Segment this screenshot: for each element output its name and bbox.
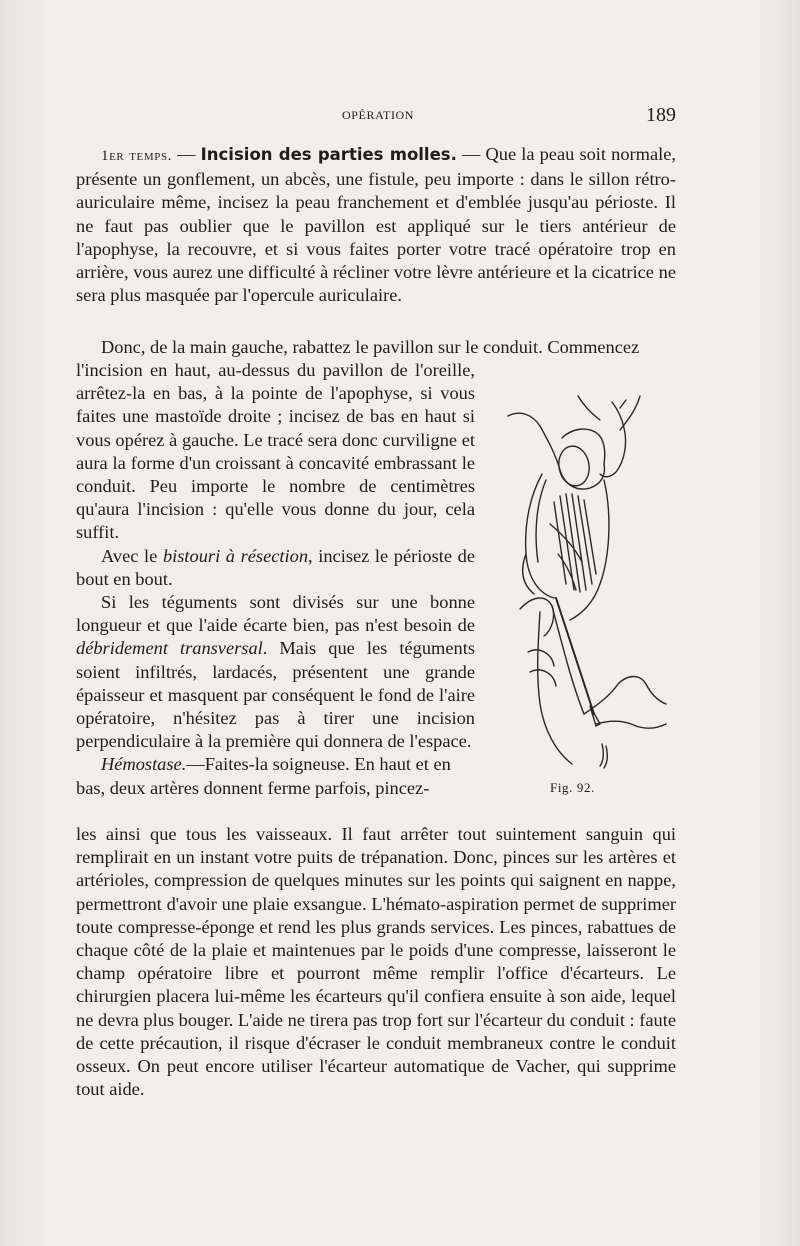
- paragraph-text: Que la peau soit normale, présente un gonflement, un abcès, une fistule, peu importe : dans le sillon rétro-auriculaire même, incisez la peau franchement et d'emblée jusqu'au périoste. Il ne faut pas oublier que le pavillon est appliqué sur le tiers antérieur de l'apophyse, la recouvre, et si vous faites porter votre tracé opératoire trop en arrière, vous aurez une difficulté à récliner votre lèvre antérieure et la cicatrice ne sera plus masquée par l'opercule auriculaire.: [76, 144, 676, 306]
- running-title: OPÉRATION: [342, 108, 415, 122]
- paragraph-bistouri: Avec le bistouri à résection, incisez le périoste de bout en bout.: [76, 545, 476, 589]
- paragraph-donc-line1: Donc, de la main gauche, rabattez le pavillon sur le conduit. Commencez: [101, 337, 640, 357]
- narrow-column: l'incision en haut, au-dessus du pavillon de l'oreille, arrêtez-la en bas, à la pointe de l'apophyse, si vous faites une mastoïde droite ; incisez de bas en haut si vous opérez à gauche. Le tracé sera donc curviligne et aura la forme d'un croissant à concavité embrassant le conduit. Peu importe le nombre de centimètres qu'aura l'incision : qu'elle vous donne du jour, cela suffit. Avec le bistouri à résection, incisez le périoste de bout en bout. Si les téguments sont divisés sur une bonne longueur et que l'aide écarte bien, pas n'est besoin de débridement transversal. Mais que les téguments soient infiltrés, lardacés, présentent une grande épaisseur et masquent par conséquent le fond de l'aire opératoire, n'hésitez pas à tirer une incision perpendiculaire à la première qui donnera de l'espace. Hémostase.—Faites-la soigneuse. En haut et en bas, deux artères donnent ferme parfois, pincez-: [76, 360, 476, 798]
- figure-drawing: [500, 384, 670, 774]
- paragraph-teguments: Si les téguments sont divisés sur une bonne longueur et que l'aide écarte bien, pas n'est besoin de débridement transversal. Mais que les téguments soient infiltrés, lardacés, présentent une grande épaisseur et masquent par conséquent le fond de l'aire opératoire, n'hésitez pas à tirer une incision perpendiculaire à la première qui donnera de l'espace.: [76, 592, 475, 752]
- italic-term: bistouri à résection: [162, 545, 309, 566]
- hand-holding-scalpel-illustration: [500, 384, 670, 774]
- italic-term: débridement transversal: [76, 638, 263, 659]
- paragraph-incision: 1er temps. — Incision des parties molles. — Que la peau soit normale, présente un gonflement, un abcès, une fistule, peu importe : dans le sillon rétro-auriculaire même, incisez la peau franchement et d'emblée jusqu'au périoste. Il ne faut pas oublier que le pavillon est appliqué sur le tiers antérieur de l'apophyse, la recouvre, et si vous faites porter votre tracé opératoire trop en arrière, vous aurez une difficulté à récliner votre lèvre antérieure et la cicatrice ne sera plus masquée par l'opercule auriculaire.: [76, 144, 676, 306]
- step-label: 1er temps.: [101, 148, 173, 164]
- hemostase-title: Hémostase.: [101, 754, 187, 775]
- page-number: 189: [646, 104, 676, 126]
- paragraph-donc-rest: l'incision en haut, au-dessus du pavillon de l'oreille, arrêtez-la en bas, à la pointe de l'apophyse, si vous faites une mastoïde droite ; incisez de bas en haut si vous opérez à gauche. Le tracé sera donc curviligne et aura la forme d'un croissant à concavité embrassant le conduit. Peu importe le nombre de centimètres qu'aura l'incision : qu'elle vous donne du jour, cela suffit.: [76, 360, 475, 543]
- paragraph-hemostase-start: Hémostase.—Faites-la soigneuse. En haut et en: [101, 754, 451, 775]
- paragraph-hemostase-rest: les ainsi que tous les vaisseaux. Il faut arrêter tout suintement sanguin qui remplirait en un instant votre puits de trépanation. Donc, pinces sur les artères et artérioles, compression de quelques minutes sur les points qui saignent en nappe, permettront d'avoir une plaie exsangue. L'hémato-aspiration permet de supprimer toute compresse-éponge et rend les plus grands services. Les pinces, rabattues de chaque côté de la plaie et maintenues par le poids d'une compresse, laisseront le champ opératoire libre et pourront même remplir l'office d'écarteurs. Le chirurgien placera lui-même les écarteurs qu'il confiera ensuite à son aide, lequel ne devra plus bouger. L'aide ne tirera pas trop fort sur l'écarteur du conduit : faute de cette précaution, il risque d'écraser le conduit membraneux contre le conduit osseux. On peut encore utiliser l'écarteur automatique de Vacher, qui supprime tout aide.: [76, 824, 677, 1100]
- section-heading: Incision des parties molles.: [200, 145, 457, 164]
- section-incision: [76, 143, 676, 307]
- figure-caption: Fig. 92.: [550, 780, 595, 795]
